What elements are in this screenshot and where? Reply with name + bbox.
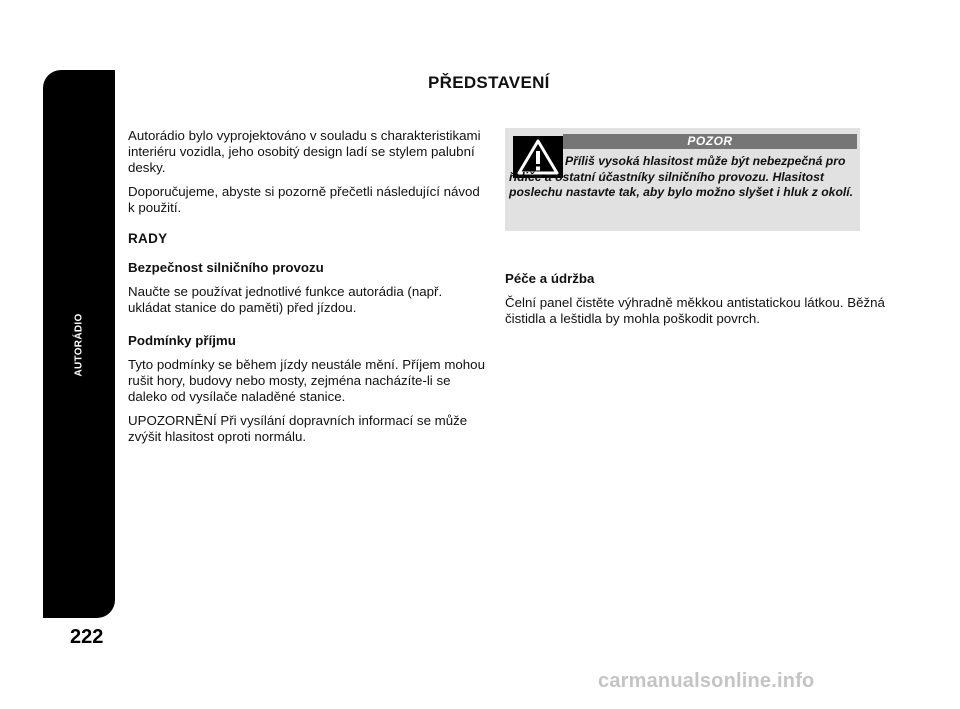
- warning-box: [505, 128, 860, 231]
- tips-heading: RADY: [128, 231, 168, 246]
- warning-text: Příliš vysoká hlasitost může být nebezpečná pro řidiče a ostatní účastníky silničního provozu. Hlasitost poslechu nastavte tak, aby bylo možno slyšet i hluk z okolí.: [509, 154, 854, 199]
- page-title: PŘEDSTAVENÍ: [428, 73, 550, 92]
- intro-paragraph-1: Autorádio bylo vyprojektováno v souladu s charakteristikami interiéru vozidla, jeho osobitý design ladí se stylem palubní desky.: [128, 128, 481, 175]
- section-paragraph-road-safety: Naučte se používat jednotlivé funkce autorádia (např. ukládat stanice do paměti) před jízdou.: [128, 284, 443, 315]
- right-column: [505, 271, 885, 327]
- left-column: [128, 128, 488, 453]
- page-number: 222: [70, 626, 104, 648]
- care-maintenance-text: Čelní panel čistěte výhradně měkkou antistatickou látkou. Běžná čistidla a leštidla by mohla poškodit povrch.: [505, 295, 885, 326]
- chapter-label: AUTORÁDIO: [73, 313, 85, 377]
- intro-paragraph-2: Doporučujeme, abyste si pozorně přečetli následující návod k použití.: [128, 184, 480, 215]
- section-heading-reception: Podmínky příjmu: [128, 333, 236, 348]
- care-maintenance-heading: Péče a údržba: [505, 271, 595, 286]
- section-spacer: [128, 324, 488, 333]
- warning-title: POZOR: [563, 134, 857, 149]
- section-paragraph-reception-2: UPOZORNĚNÍ Při vysílání dopravních informací se může zvýšit hlasitost oproti normálu.: [128, 413, 468, 444]
- section-paragraph-reception-1: Tyto podmínky se během jízdy neustále mění. Příjem mohou rušit hory, budovy nebo mosty, zejména nacházíte-li se daleko od vysílače naladěné stanice.: [128, 357, 485, 404]
- section-heading-road-safety: Bezpečnost silničního provozu: [128, 260, 324, 275]
- watermark: carmanualsonline.info: [598, 670, 815, 692]
